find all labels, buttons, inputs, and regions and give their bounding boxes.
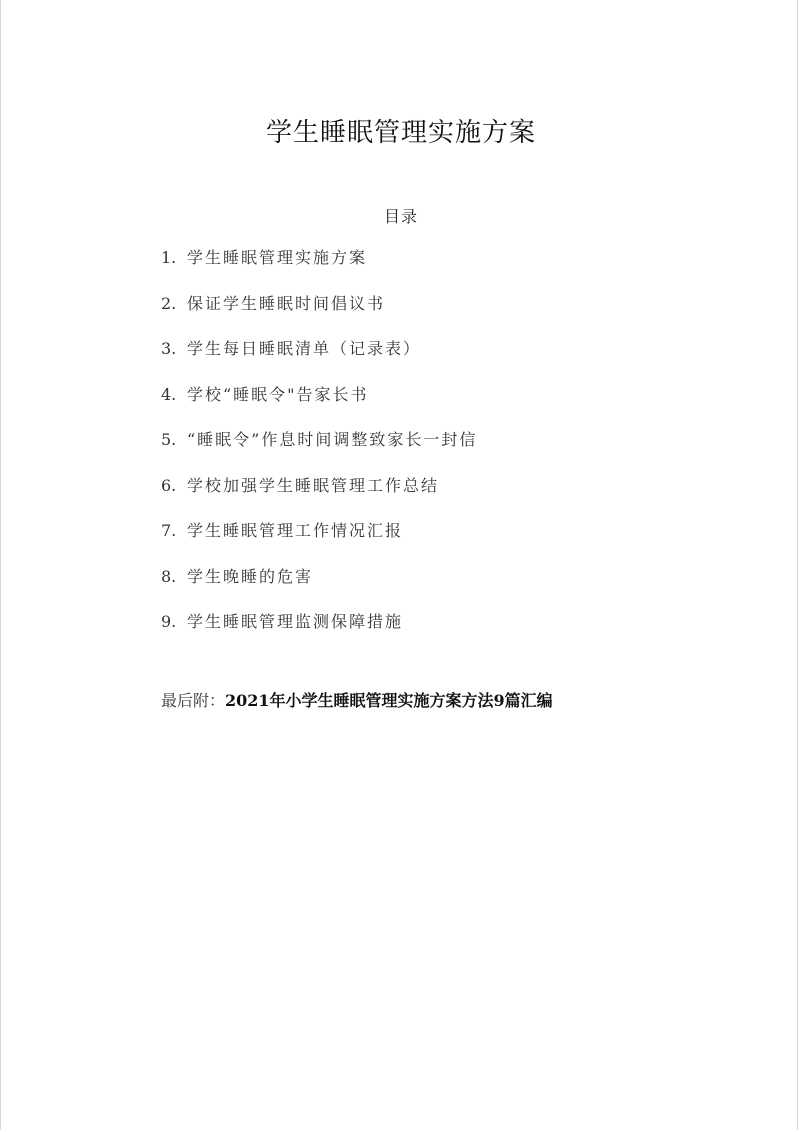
appendix-text: 2021年小学生睡眠管理实施方案方法9篇汇编 [225,691,553,710]
toc-item-text: 学校“睡眠令"告家长书 [187,384,369,404]
toc-item-text: 学生睡眠管理工作情况汇报 [187,521,404,540]
toc-item-5 [161,428,721,474]
toc-item-text: 学生每日睡眠清单（记录表） [187,339,422,358]
toc-heading: 目录 [383,207,418,226]
toc-item-text: 学生晚睡的危害 [187,566,314,586]
toc-item-3 [161,337,721,383]
toc-item-text: 学校加强学生睡眠管理工作总结 [187,475,440,495]
toc-item-number: 4. [161,384,177,404]
toc-item-text: 学生睡眠管理实施方案 [187,248,368,267]
toc-item-text: 保证学生睡眠时间倡议书 [187,293,386,313]
toc-item-number: 8. [161,566,177,586]
toc-item-9 [161,610,721,656]
toc-item-2 [161,292,721,338]
toc-item-number: 2. [161,293,177,313]
toc-item-text: “睡眠令”作息时间调整致家长一封信 [187,430,478,449]
toc-item-8 [161,565,721,611]
appendix-prefix: 最后附： [161,691,226,710]
toc-item-number: 9. [161,612,177,631]
toc-item-7 [161,519,721,565]
toc-item-1 [161,246,721,292]
toc-item-number: 1. [161,248,177,267]
toc-item-number: 7. [161,521,177,540]
toc-item-4 [161,383,721,429]
toc-item-6 [161,474,721,520]
appendix-line [161,689,761,713]
toc-item-text: 学生睡眠管理监测保障措施 [187,612,404,631]
toc-item-number: 6. [161,475,177,495]
document-title: 学生睡眠管理实施方案 [265,118,536,148]
toc-item-number: 5. [161,430,177,449]
toc-list [161,246,721,656]
toc-item-number: 3. [161,339,177,358]
